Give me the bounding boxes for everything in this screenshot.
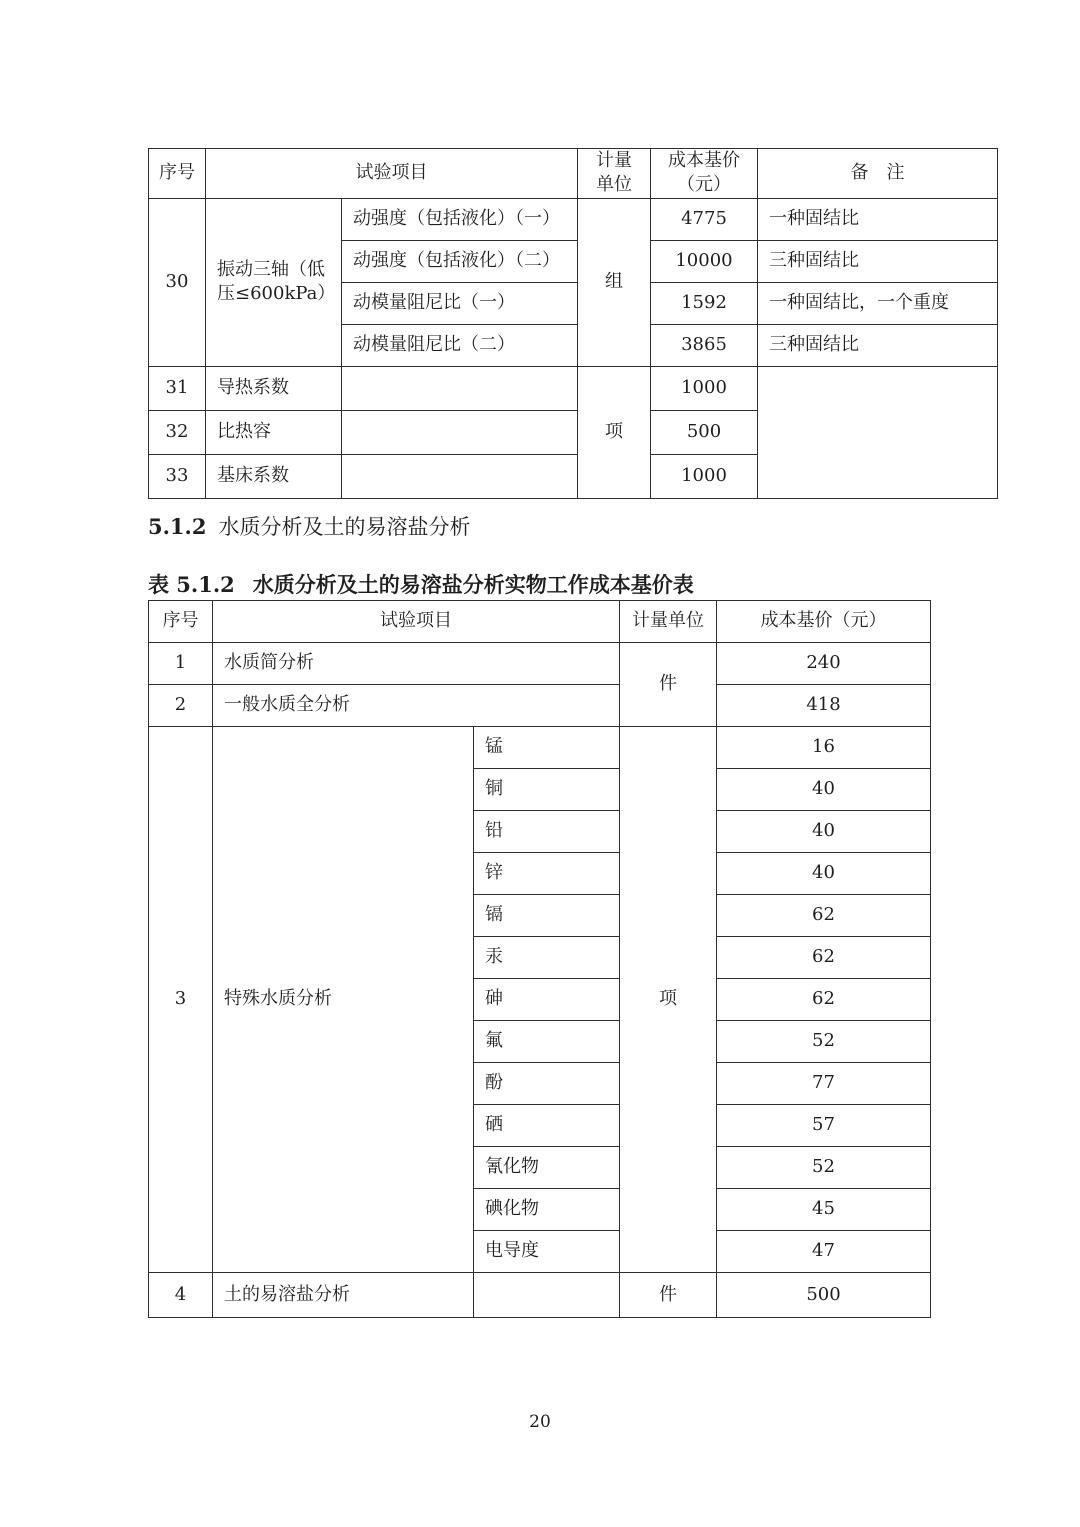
cell-price: 3865: [651, 324, 758, 366]
cell-item: 动强度（包括液化）（二）: [342, 240, 578, 282]
cell-item: 氟: [474, 1021, 620, 1063]
cell-price: 1000: [651, 454, 758, 498]
cell-price: 10000: [651, 240, 758, 282]
header-unit: [578, 149, 651, 199]
cell-seq: 32: [149, 410, 206, 454]
cell-price: 57: [717, 1105, 931, 1147]
cell-price: 40: [717, 811, 931, 853]
cell-price: 45: [717, 1189, 931, 1231]
cell-price: 1000: [651, 366, 758, 410]
cell-item: 锌: [474, 853, 620, 895]
cell-price: 16: [717, 727, 931, 769]
table-row: [149, 685, 931, 727]
cell-price: 40: [717, 853, 931, 895]
cell-price: 418: [717, 685, 931, 727]
table-row: [149, 198, 998, 240]
table-row: [149, 1273, 931, 1318]
header-price-line2: （元）: [677, 174, 731, 196]
cell-remark: 三种固结比: [758, 324, 998, 366]
header-price: [651, 149, 758, 199]
cell-item: 水质简分析: [213, 643, 620, 685]
cell-unit: 件: [620, 643, 717, 727]
cell-item: 土的易溶盐分析: [213, 1273, 474, 1318]
cell-item: 氰化物: [474, 1147, 620, 1189]
cell-item: 碘化物: [474, 1189, 620, 1231]
cell-item: 基床系数: [206, 454, 342, 498]
cell-item: 动模量阻尼比（一）: [342, 282, 578, 324]
cell-item: 动模量阻尼比（二）: [342, 324, 578, 366]
table-row: [149, 643, 931, 685]
cell-item-blank: [342, 410, 578, 454]
cell-group: 振动三轴（低压≤600kPa）: [206, 198, 342, 366]
cell-item: 汞: [474, 937, 620, 979]
cell-item: 铜: [474, 769, 620, 811]
cell-price: 500: [717, 1273, 931, 1318]
header-item: 试验项目: [206, 149, 578, 199]
cell-seq: 2: [149, 685, 213, 727]
header-seq: 序号: [149, 149, 206, 199]
header-unit: 计量单位: [620, 601, 717, 643]
cell-item: 一般水质全分析: [213, 685, 620, 727]
cell-seq: 4: [149, 1273, 213, 1318]
cell-seq: 31: [149, 366, 206, 410]
table-row: [149, 727, 931, 769]
table-header-row: [149, 149, 998, 199]
cost-table-water-analysis: [148, 600, 931, 1318]
header-unit-line2: 单位: [596, 174, 632, 196]
cell-item: 动强度（包括液化）（一）: [342, 198, 578, 240]
cell-unit: 组: [578, 198, 651, 366]
cell-item-blank: [342, 366, 578, 410]
cell-seq: 33: [149, 454, 206, 498]
cell-unit: 件: [620, 1273, 717, 1318]
cell-unit: 项: [578, 366, 651, 498]
cell-seq: 30: [149, 198, 206, 366]
cell-price: 62: [717, 937, 931, 979]
header-item: 试验项目: [213, 601, 620, 643]
header-unit-line1: 计量: [596, 150, 632, 171]
section-title: 水质分析及土的易溶盐分析: [218, 515, 471, 539]
cell-item-blank: [342, 454, 578, 498]
page-number: 20: [529, 1412, 551, 1432]
cell-price: 240: [717, 643, 931, 685]
cell-remark: 一种固结比: [758, 198, 998, 240]
cell-price: 4775: [651, 198, 758, 240]
cell-seq: 3: [149, 727, 213, 1273]
cell-item: 硒: [474, 1105, 620, 1147]
cell-item: 锰: [474, 727, 620, 769]
cell-item: 酚: [474, 1063, 620, 1105]
cell-item: 电导度: [474, 1231, 620, 1273]
cell-item: 比热容: [206, 410, 342, 454]
cell-seq: 1: [149, 643, 213, 685]
header-price-line1: 成本基价: [668, 150, 740, 171]
table-row: [149, 366, 998, 410]
cell-item: 镉: [474, 895, 620, 937]
section-heading: [148, 511, 470, 541]
cell-price: 62: [717, 979, 931, 1021]
cell-price: 77: [717, 1063, 931, 1105]
cell-group: 特殊水质分析: [213, 727, 474, 1273]
cost-table-dynamic-tests: [148, 148, 998, 499]
cell-remark: 三种固结比: [758, 240, 998, 282]
table-header-row: [149, 601, 931, 643]
cell-remark-blank: [758, 366, 998, 498]
section-number: 5.1.2: [148, 514, 207, 539]
cell-price: 40: [717, 769, 931, 811]
cell-price: 62: [717, 895, 931, 937]
cell-price: 500: [651, 410, 758, 454]
cell-item: 铅: [474, 811, 620, 853]
cell-item-blank: [474, 1273, 620, 1318]
cell-remark: 一种固结比，一个重度: [758, 282, 998, 324]
table-caption: [148, 569, 694, 599]
cell-item: 导热系数: [206, 366, 342, 410]
cell-price: 52: [717, 1021, 931, 1063]
cell-price: 47: [717, 1231, 931, 1273]
header-price: 成本基价（元）: [717, 601, 931, 643]
cell-item: 砷: [474, 979, 620, 1021]
table-caption-title: 水质分析及土的易溶盐分析实物工作成本基价表: [252, 572, 694, 597]
cell-unit: 项: [620, 727, 717, 1273]
cell-price: 1592: [651, 282, 758, 324]
header-seq: 序号: [149, 601, 213, 643]
table-caption-label: 表 5.1.2: [148, 572, 235, 597]
cell-price: 52: [717, 1147, 931, 1189]
header-remark: 备 注: [758, 149, 998, 199]
